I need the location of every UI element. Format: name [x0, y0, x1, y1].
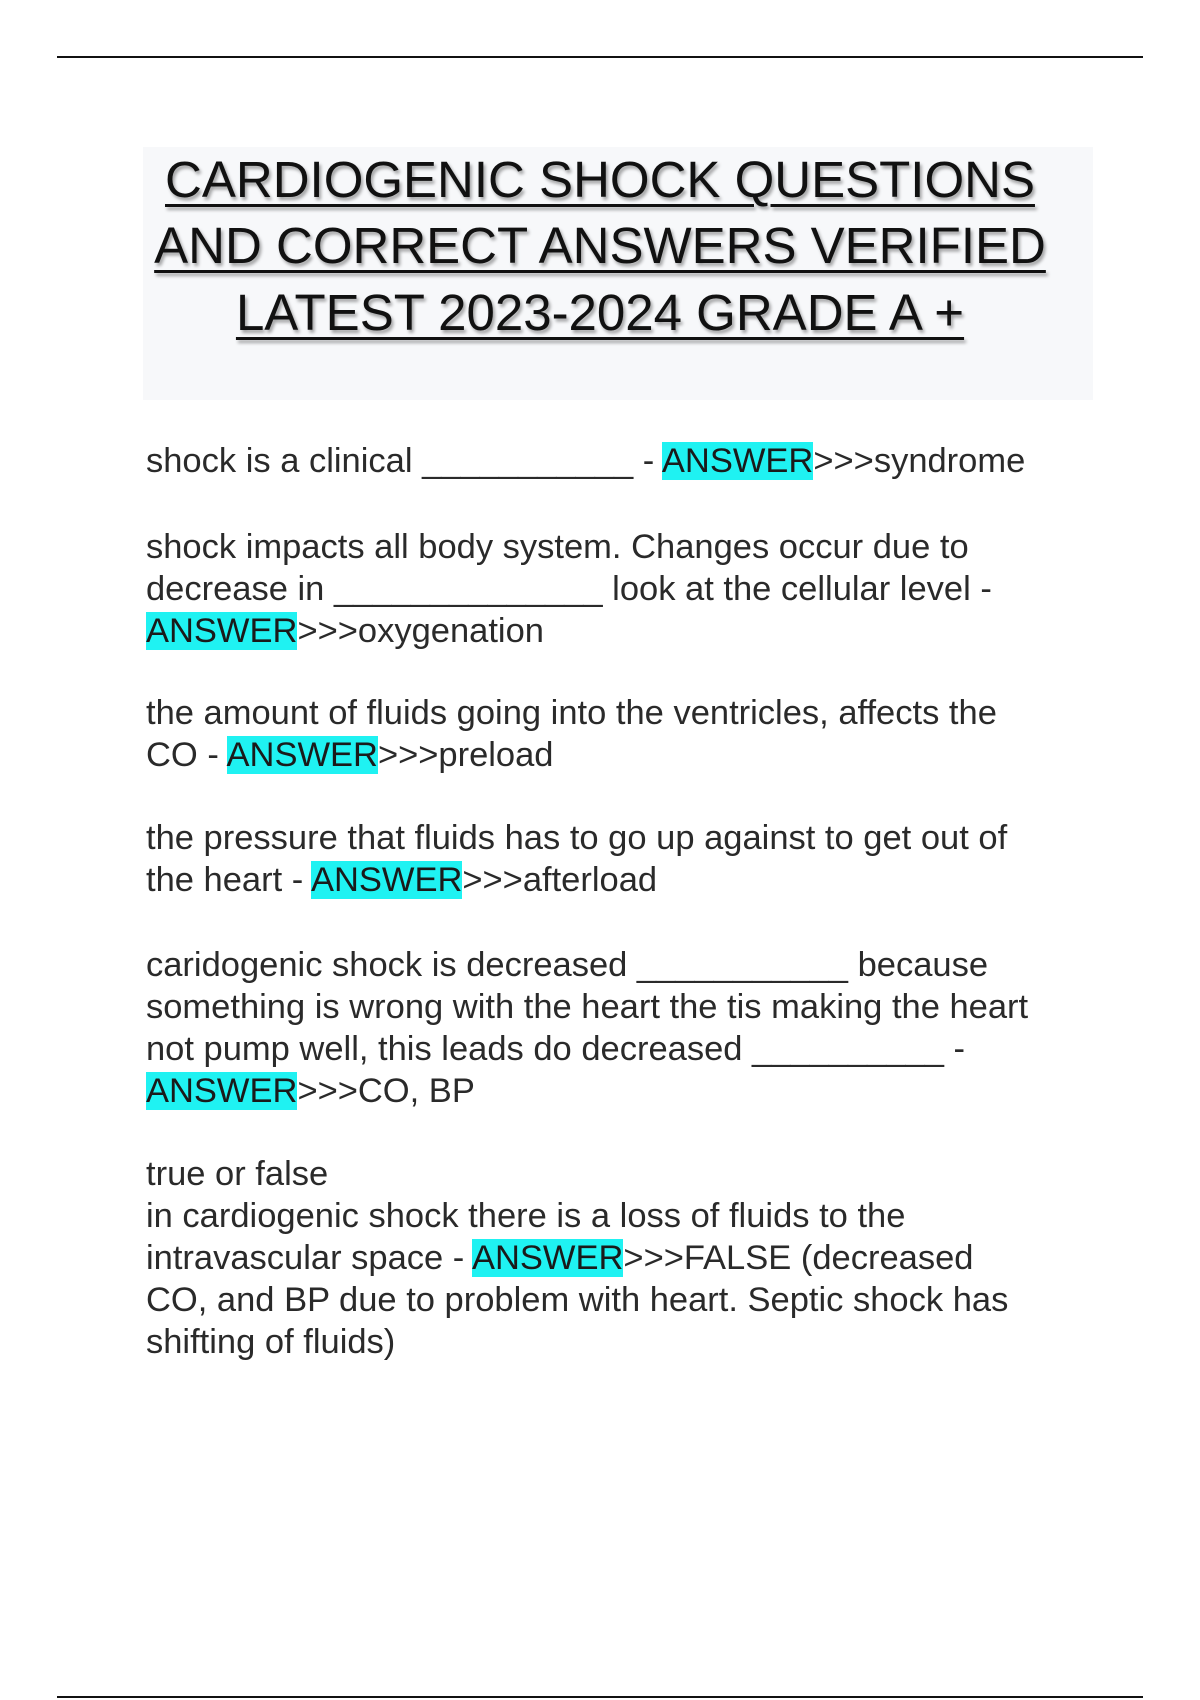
top-rule — [57, 56, 1143, 58]
answer-highlight: ANSWER — [146, 612, 298, 650]
answer-continuation-line: shifting of fluids) — [146, 1323, 396, 1361]
question-line: shock impacts all body system. Changes occur due to — [146, 528, 969, 566]
answer-highlight: ANSWER — [661, 442, 814, 480]
question-line: true or false — [146, 1155, 329, 1193]
answer-text: FALSE (decreased — [683, 1239, 974, 1277]
question-line: CO - ANSWER>>>preload — [146, 736, 554, 774]
question-line: shock is a clinical ___________ - ANSWER>>>syndrome — [146, 442, 1026, 480]
answer-highlight: ANSWER — [146, 1072, 298, 1110]
qa-item-2 — [146, 526, 1086, 652]
question-line: decrease in ______________ look at the cellular level - — [146, 570, 992, 608]
question-line: caridogenic shock is decreased ___________ because — [146, 946, 989, 984]
title-line-3: LATEST 2023-2024 GRADE A + — [235, 284, 965, 341]
title-line-2: AND CORRECT ANSWERS VERIFIED — [154, 217, 1046, 274]
bottom-rule — [57, 1696, 1143, 1698]
question-line: in cardiogenic shock there is a loss of fluids to the — [146, 1197, 906, 1235]
question-line: the amount of fluids going into the ventricles, affects the — [146, 694, 997, 732]
answer-continuation-line: CO, and BP due to problem with heart. Septic shock has — [146, 1281, 1009, 1319]
answer-text: afterload — [522, 861, 658, 899]
qa-item-1 — [146, 440, 1086, 482]
answer-text: CO, BP — [357, 1072, 475, 1110]
title-line-1: CARDIOGENIC SHOCK QUESTIONS — [165, 151, 1035, 208]
question-line: not pump well, this leads do decreased __________ - — [146, 1030, 965, 1068]
question-line: ANSWER>>>CO, BP — [146, 1072, 475, 1110]
qa-item-4 — [146, 817, 1086, 901]
answer-text: oxygenation — [357, 612, 544, 650]
answer-text: preload — [438, 736, 554, 774]
qa-item-6 — [146, 1153, 1086, 1363]
qa-item-3 — [146, 692, 1086, 776]
answer-highlight: ANSWER — [471, 1239, 624, 1277]
answer-highlight: ANSWER — [226, 736, 378, 774]
qa-item-5 — [146, 944, 1086, 1112]
question-line: the heart - ANSWER>>>afterload — [146, 861, 658, 899]
answer-text: syndrome — [873, 442, 1026, 480]
question-line: ANSWER>>>oxygenation — [146, 612, 544, 650]
question-line: something is wrong with the heart the tis making the heart — [146, 988, 1029, 1026]
question-line: intravascular space - ANSWER>>>FALSE (decreased — [146, 1239, 974, 1277]
question-line: the pressure that fluids has to go up against to get out of — [146, 819, 1008, 857]
answer-highlight: ANSWER — [310, 861, 463, 899]
